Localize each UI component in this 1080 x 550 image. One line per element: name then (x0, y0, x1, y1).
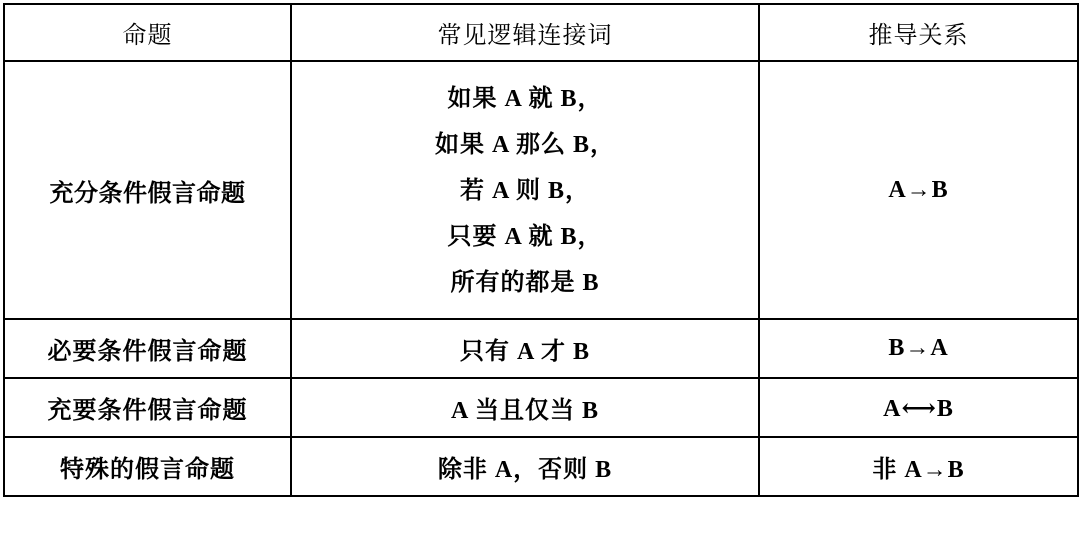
header-cell-proposition: 命题 (4, 4, 291, 61)
connective-item: 所有的都是 B (450, 270, 600, 296)
cell-relation-sufficient: A→B (759, 61, 1078, 319)
header-cell-relation: 推导关系 (759, 4, 1078, 61)
table-header-row (4, 4, 1078, 61)
connective-item: 若 A 则 B， (459, 178, 590, 204)
table-row (4, 378, 1078, 437)
table-row (4, 319, 1078, 378)
cell-proposition-biconditional: 充要条件假言命题 (4, 378, 291, 437)
cell-relation-biconditional: A⟷B (759, 378, 1078, 437)
header-cell-connectives: 常见逻辑连接词 (291, 4, 759, 61)
cell-proposition-necessary: 必要条件假言命题 (4, 319, 291, 378)
connective-list (292, 62, 758, 318)
document-page (0, 3, 1080, 550)
connective-item: 只要 A 就 B， (447, 224, 603, 250)
table-row (4, 437, 1078, 496)
cell-proposition-special: 特殊的假言命题 (4, 437, 291, 496)
cell-relation-special: 非 A→B (759, 437, 1078, 496)
cell-connectives-biconditional: A 当且仅当 B (291, 378, 759, 437)
table-row (4, 61, 1078, 319)
cell-connectives-necessary: 只有 A 才 B (291, 319, 759, 378)
cell-relation-necessary: B→A (759, 319, 1078, 378)
cell-connectives-sufficient (291, 61, 759, 319)
hypothetical-proposition-table (3, 3, 1079, 497)
connective-item: 如果 A 就 B， (447, 86, 603, 112)
connective-item: 如果 A 那么 B， (434, 132, 615, 158)
cell-proposition-sufficient: 充分条件假言命题 (4, 61, 291, 319)
cell-connectives-special: 除非 A，否则 B (291, 437, 759, 496)
